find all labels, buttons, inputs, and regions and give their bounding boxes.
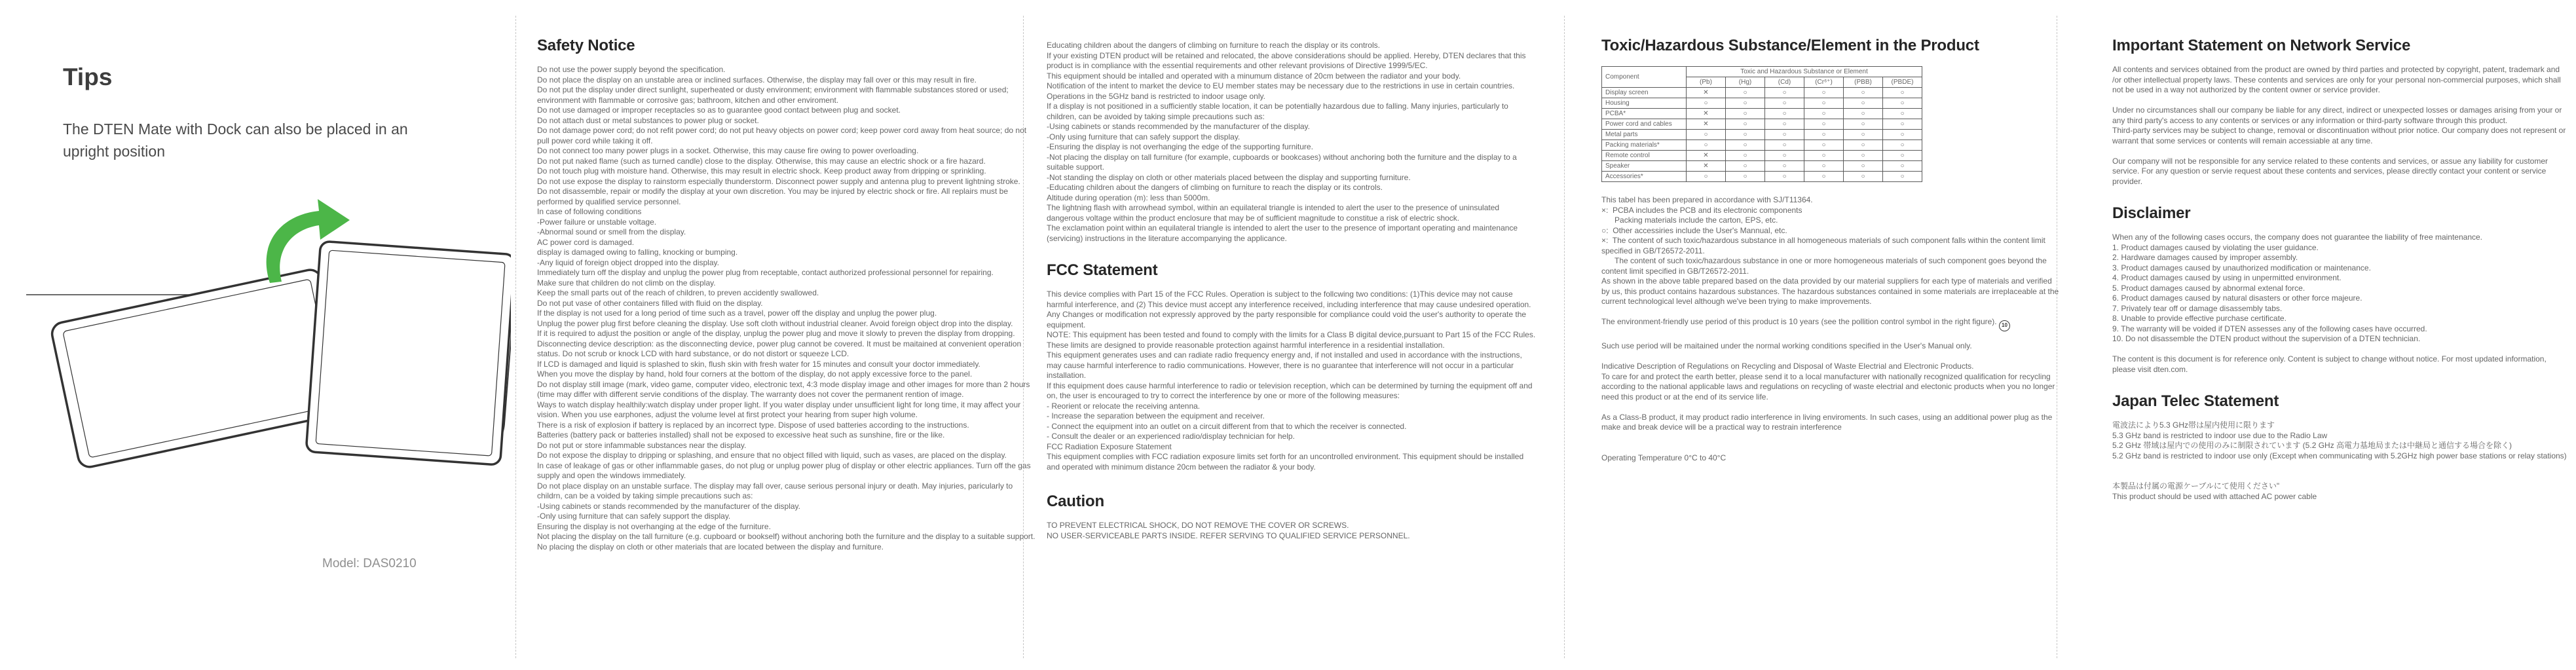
disclaimer-title: Disclaimer (2112, 204, 2191, 222)
table-cell: ○ (1844, 151, 1883, 161)
paragraph: 5.2 GHz band is restricted to indoor use only (Except when communicating with 5.2GHz high power base stations or relay stations) (2112, 451, 2567, 460)
paragraph: -Using cabinets or stands recommended by the manufacturer of the display. (1047, 122, 1310, 131)
paragraph: -Using cabinets or stands recommended by the manufacturer of the display. (537, 501, 800, 511)
paragraph: Do not put the display under direct sunlight, superheated or dusty environment; environment with flammable substances stored or used; environment with flammable or corrosive gas; bathroom, kitchen and other enviroment. (537, 85, 1011, 105)
paragraph: 5.3 GHz band is restricted to indoor use due to the Radio Law (2112, 430, 2328, 440)
paragraph: Not placing the display on the tall furniture (e.g. cupboard or bookself) without anchoring both the furniture and the display to a suitable support. (537, 532, 1036, 541)
table-cell: ○ (1765, 130, 1804, 140)
paragraph: -Abnormal sound or smell from the display. (537, 227, 686, 236)
paragraph: Make sure that children do not climb on the display. (537, 278, 716, 288)
table-cell: ✕ (1687, 151, 1726, 161)
paragraph: In case of following conditions (537, 207, 642, 216)
table-cell: ○ (1804, 109, 1844, 119)
paragraph: Packing materials include the carton, EPS, etc. (1601, 215, 1778, 225)
paragraph (1601, 443, 2060, 453)
paragraph: - Consult the dealer or an experienced radio/display technician for help. (1047, 432, 1295, 441)
paragraph: Such use period will be maitained under the normal working conditions specified in the User's Manual only. (1601, 341, 1972, 350)
paragraph: Do not touch plug with moisture hand. Otherwise, this may result in electric shock. Keep product away from dripping or sprinkling. (537, 166, 986, 176)
paragraph (1601, 307, 2060, 318)
paragraph: In case of leakage of gas or other inflammable gases, do not plug or unplug power plug of display or other electric appliances. Turn off the gas supply and open the windows immediately. (537, 460, 1033, 480)
paragraph: Third-party services may be subject to change, removal or discontinuation without prior notice. Our company does not represent or warrant that some services or contents will remain accessiable at any time. (2112, 126, 2568, 145)
paragraph: 9. The warranty will be voided if DTEN assesses any of the following cases have occurred. (2112, 324, 2427, 333)
paragraph: Ensuring the display is not overhanging at the edge of the furniture. (537, 521, 771, 531)
device-flat-illustration (50, 268, 350, 469)
table-cell: Remote control (1602, 151, 1687, 161)
safety-notice-body (537, 65, 1036, 552)
paragraph: Do not connect too many power plugs in a socket. Otherwise, this may cause fire owing to power overloading. (537, 146, 919, 155)
paragraph (2112, 96, 2571, 106)
paragraph: Altitude during operation (m): less than 5000m. (1047, 193, 1210, 202)
paragraph: NOTE: This equipment has been tested and found to comply with the limits for a Class B digital device,pursuant to Part 15 of the FCC Rules. These limits are designed to provide reasonable protection against harmful interference in a residential installation. (1047, 330, 1538, 350)
paragraph: Do not damage power cord; do not refit power cord; do not put heavy objects on power cord; keep power cord away from heat source; do not pull power cord while taking it off. (537, 126, 1029, 145)
paragraph: - Connect the equipment into an outlet on a circuit different from that to which the receiver is connected. (1047, 421, 1407, 431)
network-section (2112, 36, 2571, 502)
paragraph: 6. Product damages caused by natural disasters or other force majeure. (2112, 293, 2362, 303)
caution-title: Caution (1047, 493, 1104, 510)
table-cell: Display screen (1602, 88, 1687, 98)
paragraph (2112, 461, 2571, 472)
column-divider (1564, 16, 1565, 658)
table-cell: ○ (1726, 172, 1765, 182)
paragraph: 4. Product damages caused by using in unpermitted environment. (2112, 273, 2342, 282)
paragraph: 2. Hardware damages caused by improper assembly. (2112, 253, 2298, 262)
paragraph: ×: PCBA includes the PCB and its electronic components (1601, 205, 1802, 215)
table-cell: ✕ (1687, 109, 1726, 119)
japan-telec-title: Japan Telec Statement (2112, 392, 2279, 410)
paragraph: If the display is not used for a long period of time such as a travel, power off the display and unplug the power plug. (537, 308, 937, 318)
table-cell: Housing (1602, 98, 1687, 109)
table-cell: ✕ (1687, 119, 1726, 130)
table-cell: Power cord and cables (1602, 119, 1687, 130)
paragraph: The exclamation point within an equilateral triangle is intended to alert the user to the presence of important operating and maintenance (servicing) instructions in the literature accompanying the applicance. (1047, 223, 1520, 243)
paragraph: - Increase the separation between the equipment and receiver. (1047, 411, 1265, 420)
paragraph (1601, 433, 2060, 443)
model-number: Model: DAS0210 (322, 557, 417, 570)
toxic-substance-table-container (1601, 66, 2060, 182)
japan-telec-body (2112, 420, 2571, 502)
paragraph: -Educating children about the dangers of climbing on furniture to reach the display or its controls. (1047, 183, 1383, 192)
paragraph: The content of such toxic/hazardous substance in one or more homogeneous materials of such component goes beyond the content limit specified in GB/T26572-2011. (1601, 256, 2049, 276)
table-cell: (PBB) (1844, 77, 1883, 88)
table-cell: ○ (1765, 161, 1804, 172)
paragraph: -Ensuring the display is not overhanging the edge of the supporting furniture. (1047, 142, 1313, 151)
column-divider (515, 16, 516, 658)
toxic-body (1601, 331, 2060, 464)
efup-10-icon: 10 (1999, 320, 2010, 331)
table-cell: ○ (1804, 98, 1844, 109)
toxic-notes (1601, 195, 2060, 317)
paragraph: There is a risk of explosion if battery is replaced by an incorrect type. Dispose of used batteries according to the instructions. (537, 420, 969, 430)
paragraph: No placing the display on cloth or other materials that are located between the display and furniture. (537, 542, 884, 551)
paragraph: Do not disassemble, repair or modify the display at your own discretion. You may be injured by electric shock or fire. All replairs must be performed by qualified service personnel. (537, 187, 1011, 206)
table-cell: ○ (1883, 151, 1922, 161)
paragraph: -Only using furniture that can safely support the display. (537, 512, 731, 521)
table-cell: ○ (1726, 130, 1765, 140)
paragraph (1601, 402, 2060, 413)
table-cell: ○ (1804, 161, 1844, 172)
table-cell: ○ (1883, 88, 1922, 98)
paragraph: If this equipment does cause harmful interference to radio or television reception, which can be determined by turning the equipment off and on, the user is encouraged to try to correct the interference by one or more of the following measures: (1047, 381, 1535, 400)
paragraph: Ways to watch display healthily:watch display under proper light. If you water display under unsufficient light for long time, it may affect your vision. When you use earphones, adjust the volume level at first protect your hearing from super high volume. (537, 400, 1023, 419)
paragraph: ○: Other accessiries include the User's Mannual, etc. (1601, 225, 1787, 235)
paragraph: - Reorient or relocate the receiving antenna. (1047, 401, 1201, 411)
network-service-title: Important Statement on Network Service (2112, 37, 2411, 54)
paragraph: When any of the following cases occurs, the company does not guarantee the liability of free maintenance. (2112, 233, 2482, 242)
table-cell: ○ (1804, 172, 1844, 182)
paragraph: display is damaged owing to falling, knocking or bumping. (537, 248, 738, 257)
paragraph: Do not use the power supply beyond the specification. (537, 65, 726, 74)
table-cell: ○ (1883, 109, 1922, 119)
paragraph: -Power failure or unstable voltage. (537, 217, 657, 227)
table-cell: ○ (1687, 172, 1726, 182)
table-cell: (Cd) (1765, 77, 1804, 88)
paragraph: If a display is not positioned in a sufficiently stable location, it can be potentially hazardous due to falling. Many injuries, particularly to children, can be avoided by taking simple precautions such as: (1047, 102, 1511, 121)
disclaimer-body (2112, 233, 2571, 375)
table-cell: ○ (1844, 109, 1883, 119)
paragraph: Do not use damaged or improper receptacles so as to guarantee good contact between plug and socket. (537, 105, 901, 115)
paragraph: Notification of the intent to market the device to EU member states may be necessary due to the restrictions in use in certain countries. (1047, 81, 1515, 90)
paragraph: Do not place display on an unstable surface. The display may fall over, cause serious personal injury or death. May injuries, paricularly to childrn, can be a voided by taking simple precautions such as: (537, 481, 1015, 500)
table-cell: ○ (1726, 88, 1765, 98)
paragraph (2112, 344, 2571, 355)
table-cell: Speaker (1602, 161, 1687, 172)
paragraph: If it is required to adjust the position or angle of the display, unplug the power plug and move it slowly to preven the display from dropping. (537, 329, 1015, 338)
paragraph: Operations in the 5GHz band is restricted to indoor usage only. (1047, 91, 1265, 101)
table-cell: ○ (1765, 109, 1804, 119)
table-cell: ○ (1765, 88, 1804, 98)
table-cell: Metal parts (1602, 130, 1687, 140)
toxic-section (1601, 36, 2060, 463)
paragraph: The content is this document is for reference only. Content is subject to change without notice. For most updated information, please visit dten.com. (2112, 354, 2549, 374)
paragraph: 5. Product damages caused by abnormal extenal force. (2112, 283, 2305, 293)
paragraph: Do not place the display on an unstable area or inclined surfaces. Otherwise, the display may fall over or this may result in fire. (537, 75, 977, 84)
table-cell: ○ (1844, 161, 1883, 172)
paragraph: Immediately turn off the display and unplug the power plug from receptable, contact authorized professional personnel for repairing. (537, 268, 994, 277)
table-cell: ○ (1804, 119, 1844, 130)
paragraph: Our company will not be responsible for any service related to these contents and services, or assue any liability for customer service. For any question or servie request about these contents and services, please directly contact your content or service provider. (2112, 156, 2550, 186)
paragraph: 本製品は付属の電源ケーブルにて使用ください" (2112, 481, 2280, 491)
table-cell: ○ (1687, 98, 1726, 109)
paragraph: Do not put or store infammable substances near the display. (537, 440, 747, 450)
table-cell: Packing materials* (1602, 140, 1687, 151)
paragraph: Unplug the power plug first before cleaning the display. Use soft cloth without industrial cleaner. Avoid foreign object drop into the display. (537, 318, 1013, 328)
fcc-statement-body (1047, 289, 1537, 472)
paragraph: As shown in the above table prepared based on the data provided by our material suppliers for each type of materials and verified by us, this product contains hazardous substances. The hazardous substances contained in some materials are irreplaceable at the current technological level although we've been trying to make improvements. (1601, 276, 2061, 306)
table-cell: ○ (1804, 140, 1844, 151)
paragraph: The lightning flash with arrowhead symbol, within an equilateral triangle is intended to alert the user to the presence of uninsulated dangerous voltage within the product enclosure that may be of sufficient magnitude to constitue a risk of electric shock. (1047, 203, 1502, 223)
paragraph: Do not put vase of other containers filled with fluid on the display. (537, 298, 763, 308)
paragraph: This device complies with Part 15 of the FCC Rules. Operation is subject to the follcwing two conditions: (1)This device may not cause harmful interference, and (2) This device must accept any interference received, including interference that may cause undesired operation. (1047, 289, 1531, 309)
table-cell: (Pb) (1687, 77, 1726, 88)
table-cell: (PBDE) (1883, 77, 1922, 88)
safety-notice-title: Safety Notice (537, 37, 635, 54)
table-cell: ○ (1765, 119, 1804, 130)
table-cell: ○ (1844, 172, 1883, 182)
paragraph: 5.2 GHz 帯域は屋内での使用のみに制限されています (5.2 GHz 高電力基地局または中継局と通信する場合を除く) (2112, 441, 2512, 450)
paragraph: To care for and protect the earth better, please send it to a local manufacturer with nationally recognized qualification for recycling according to the national applicable laws and regulations on recycling of waste electrial and electonic products when you no longer need this product or at the end of its service life. (1601, 371, 2057, 401)
paragraph: All contents and services obtained from the product are owned by third parties and protected by copyright, patent, trademark and /or other intellectual property laws. These contents and services are only for your personal non-commercial purposes, which shall not be used in a way not authorized by the content owner or service provider. (2112, 65, 2564, 94)
paragraph: Do not put naked flame (such as turned candle) close to the display. Otherwise, this may cause an electric shock or a fire hazard. (537, 156, 986, 166)
table-cell: ○ (1844, 88, 1883, 98)
table-cell: Component (1602, 67, 1687, 88)
paragraph: Any Changes or modification not expressly approved by the party responsible for compliance could void the user's authority to operate the equipment. (1047, 310, 1529, 329)
table-cell: ○ (1765, 140, 1804, 151)
page-title: Tips (63, 64, 113, 90)
paragraph (1601, 352, 2060, 362)
table-cell: ○ (1883, 172, 1922, 182)
tips-subtitle: The DTEN Mate with Dock can also be placed in an upright position (63, 121, 408, 160)
paragraph: 1. Product damages caused by violating the user guidance. (2112, 242, 2319, 252)
table-cell: ○ (1844, 98, 1883, 109)
tips-illustration (26, 196, 511, 472)
table-cell: ○ (1844, 140, 1883, 151)
paragraph: Do not expose the display to dripping or splashing, and ensure that no object filled with liquid, such as vases, are placed on the display. (537, 451, 1007, 460)
paragraph: This equipment should be intalled and operated with a minumum distance of 20cm between the radiator and your body. (1047, 71, 1461, 81)
safety-notice-section (537, 36, 1036, 552)
efup-paragraph (1601, 317, 2060, 331)
paragraph: -Not placing the display on tall furniture (for example, cupboards or bookcases) without anchoring both the furniture and the display to a suitable support. (1047, 152, 1520, 172)
paragraph: Operating Temperature 0°C to 40°C (1601, 453, 1727, 462)
table-cell: ○ (1726, 140, 1765, 151)
table-cell: ○ (1726, 119, 1765, 130)
paragraph: ×: The content of such toxic/hazardous substance in all homogeneous materials of such component falls within the content limit specified in GB/T26572-2011. (1601, 236, 2048, 255)
compliance-section (1047, 41, 1537, 541)
table-cell: ○ (1883, 161, 1922, 172)
paragraph: This equipment complies with FCC radiation exposure limits set forth for an uncontrolled environment. This equipment should be installed and operated with minimum distance 20cm between the radiator & your body. (1047, 452, 1526, 472)
paragraph: If your existing DTEN product will be retained and relocated, the above considerations should be applied. Hereby, DTEN declares that this product is in compliance with the essential requirements and other relevant provisions of Directive 1999/5/EC. (1047, 50, 1528, 70)
paragraph: When you move the display by hand, hold four corners at the bottom of the display, do not apply excessive force to the panel. (537, 369, 973, 379)
paragraph: As a Class-B product, it may product radio interference in living enviroments. In such cases, using an additional power plug as the make and break device will be a practical way to restrain interference (1601, 412, 2055, 432)
table-cell: ○ (1726, 151, 1765, 161)
paragraph: This equipment generates uses and can radiate radio frequency energy and, if not installed and used in accordance with the instructions, may cause harmful interference to radio communications. However, there is no guarantee that interference will not occur in a particular installation. (1047, 350, 1525, 380)
paragraph: Keep the small parts out of the reach of children, to preven accidently swallowed. (537, 288, 819, 297)
caution-body (1047, 521, 1537, 541)
table-cell: ○ (1687, 130, 1726, 140)
compliance-body (1047, 41, 1537, 244)
table-cell: ○ (1804, 130, 1844, 140)
network-service-body (2112, 65, 2571, 187)
paragraph (2112, 472, 2571, 482)
paragraph: Indicative Description of Regulations on Recycling and Disposal of Waste Electrial and Electronic Products. (1601, 362, 1974, 371)
fcc-statement-title: FCC Statement (1047, 261, 1158, 279)
paragraph: NO USER-SERVICEABLE PARTS INSIDE. REFER SERVING TO QUALIFIED SERVICE PERSONNEL. (1047, 530, 1410, 540)
paragraph: 7. Privately tear off or damage disassembly tabs. (2112, 303, 2283, 313)
efup-text: The environment-friendly use period of this product is 10 years (see the pollition control symbol in the right figure). (1601, 317, 1999, 326)
paragraph: FCC Radiation Exposure Statement (1047, 441, 1172, 451)
paragraph: Do not attach dust or metal substances to power plug or socket. (537, 115, 759, 125)
paragraph: This tabel has been prepared in accordance with SJ/T11364. (1601, 195, 1813, 204)
table-cell: (Cr⁶⁺) (1804, 77, 1844, 88)
table-cell: ○ (1804, 151, 1844, 161)
paragraph: 電波法により5.3 GHz帯は屋内使用に限ります (2112, 420, 2275, 430)
paragraph: Under no circumstances shall our company be liable for any direct, indirect or unexpected losses or damages arising from your or any third party's access to any contents or services or any information or third-party software through this product. (2112, 105, 2564, 125)
toxic-substance-table (1601, 66, 1922, 182)
table-cell: PCBA* (1602, 109, 1687, 119)
paragraph: Educating children about the dangers of climbing on furniture to reach the display or its controls. (1047, 41, 1380, 50)
table-cell: ○ (1844, 130, 1883, 140)
paragraph: Do not use expose the display to rainstorm especially thunderstorm. Disconnect power supply and antenna plug to prevent lightning stroke. (537, 176, 1020, 186)
table-cell: ○ (1883, 119, 1922, 130)
paragraph: -Any liquid of foreign object dropped into the display. (537, 257, 719, 267)
paragraph: TO PREVENT ELECTRICAL SHOCK, DO NOT REMOVE THE COVER OR SCREWS. (1047, 521, 1349, 530)
table-cell: ○ (1726, 161, 1765, 172)
table-cell: ○ (1765, 151, 1804, 161)
table-cell: ✕ (1687, 88, 1726, 98)
table-cell: (Hg) (1726, 77, 1765, 88)
paragraph: 8. Unable to provide effective purchase certificate. (2112, 314, 2287, 323)
paragraph: 10. Do not disassemble the DTEN product without the supervision of a DTEN technician. (2112, 334, 2421, 343)
paragraph: 3. Product damages caused by unauthorized modification or maintenance. (2112, 263, 2371, 272)
table-cell: ○ (1765, 98, 1804, 109)
device-upright-illustration (306, 241, 511, 465)
paragraph (1601, 331, 2060, 342)
table-cell: ○ (1687, 140, 1726, 151)
paragraph: Batteries (battery pack or batteries installed) shall not be exposed to excessive heat such as sunshine, fire or the like. (537, 430, 945, 439)
table-cell: ○ (1883, 98, 1922, 109)
table-cell: ○ (1765, 172, 1804, 182)
table-cell: ○ (1726, 98, 1765, 109)
paragraph: -Only using furniture that can safely support the display. (1047, 132, 1241, 141)
table-cell: Toxic and Hazardous Substance or Element (1687, 67, 1922, 77)
table-cell: Accessories* (1602, 172, 1687, 182)
table-cell: ○ (1883, 130, 1922, 140)
paragraph: If LCD is damaged and liquid is splashed to skin, flush skin with fresh water for 15 minutes and consult your doctor immediately. (537, 359, 980, 369)
table-cell: ○ (1844, 119, 1883, 130)
toxic-title: Toxic/Hazardous Substance/Element in the Product (1601, 37, 1979, 54)
table-cell: ○ (1726, 109, 1765, 119)
paragraph: AC power cord is damaged. (537, 237, 635, 247)
paragraph: This product should be used with attached AC power cable (2112, 491, 2317, 501)
paragraph (2112, 146, 2571, 157)
paragraph: Disconnecting device description: as the disconnecting device, power plug cannot be covered. It must be maitained at convenient operation status. Do not scrub or knock LCD with hard substance, or do not distort or squeeze LCD. (537, 339, 1024, 358)
table-cell: ○ (1804, 88, 1844, 98)
table-cell: ✕ (1687, 161, 1726, 172)
table-cell: ○ (1883, 140, 1922, 151)
paragraph: -Not standing the display on cloth or other materials placed between the display and supporting furniture. (1047, 172, 1411, 182)
paragraph: Do not display still image (mark, video game, computer video, electronic text, 4:3 mode display image and other images for more than 2 hours (time may differ with different servie conditions of the display. The warranty does not cover the permanent rention of image. (537, 379, 1032, 399)
